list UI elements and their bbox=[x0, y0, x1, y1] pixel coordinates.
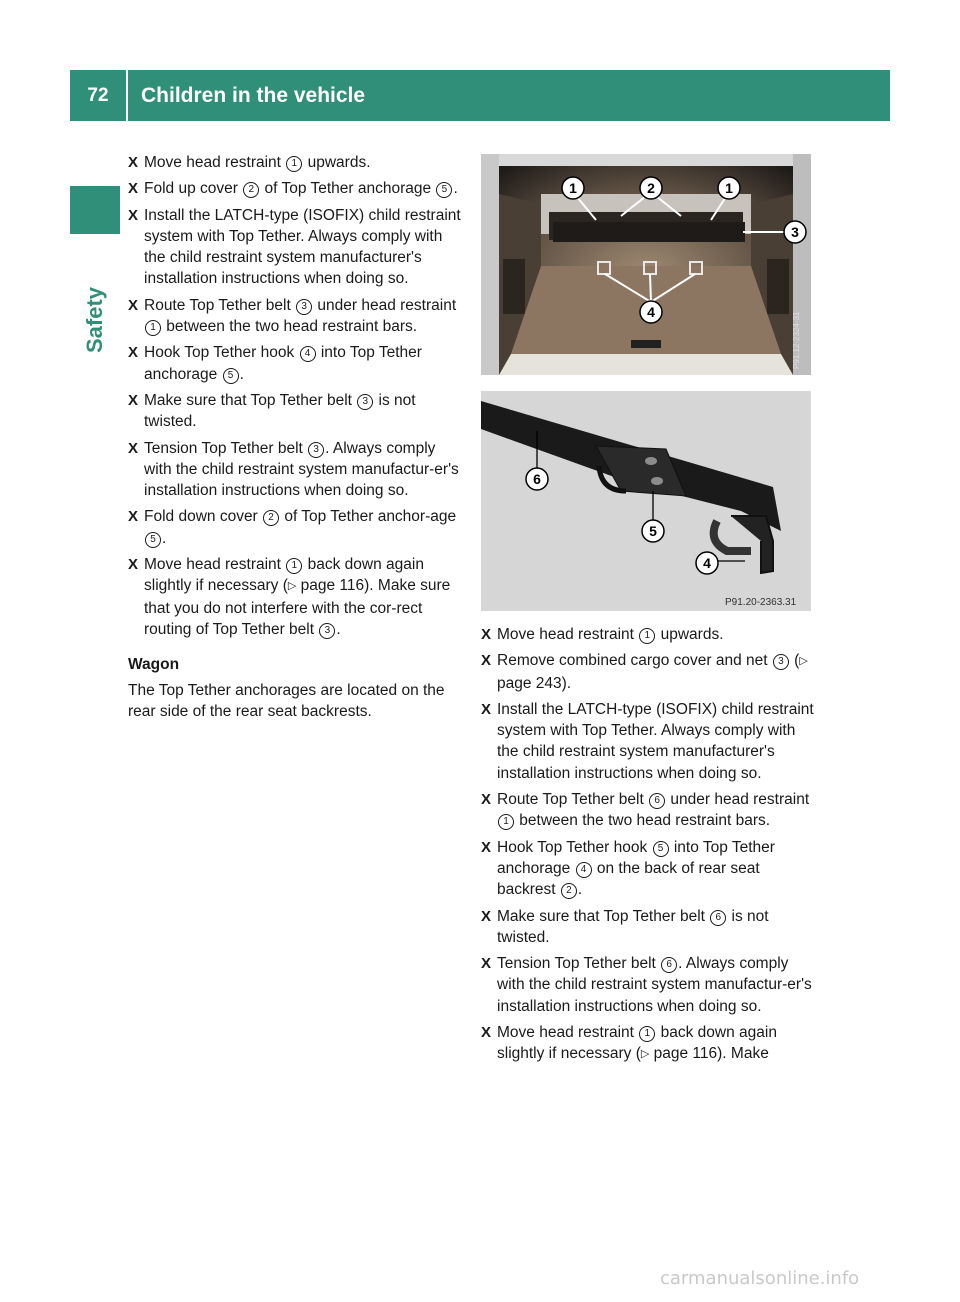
step-text: upwards. bbox=[656, 626, 724, 643]
step-text: is not twisted. bbox=[497, 907, 769, 946]
section-title: Children in the vehicle bbox=[141, 83, 366, 107]
tether-hook-figure bbox=[481, 391, 811, 611]
step-text: page 243). bbox=[497, 674, 572, 692]
step-text: . bbox=[162, 529, 167, 547]
step-item bbox=[481, 699, 815, 784]
step-marker-icon: X bbox=[128, 296, 139, 314]
callout-ref: 6 bbox=[661, 957, 677, 973]
callout-2 bbox=[640, 177, 662, 199]
step-text: is not twisted. bbox=[144, 391, 416, 431]
page-ref-arrow-icon: ▷ bbox=[287, 580, 297, 593]
callout-ref: 5 bbox=[436, 182, 452, 198]
step-item bbox=[128, 390, 462, 433]
step-text: Move head restraint bbox=[144, 556, 286, 574]
step-item bbox=[128, 152, 462, 173]
step-item bbox=[128, 438, 462, 502]
step-marker-icon: X bbox=[128, 508, 139, 526]
step-marker-icon: X bbox=[128, 344, 139, 362]
left-column bbox=[128, 152, 462, 722]
callout-1-left bbox=[562, 177, 584, 199]
watermark: carmanualsonline.info bbox=[660, 1268, 860, 1289]
step-text: between the two head restraint bars. bbox=[162, 318, 418, 336]
step-marker-icon: X bbox=[481, 626, 492, 643]
step-text: Hook Top Tether hook bbox=[497, 838, 652, 856]
wagon-subheading: Wagon bbox=[128, 656, 180, 674]
step-text: Remove combined cargo cover and net bbox=[497, 652, 772, 670]
step-marker-icon: X bbox=[128, 439, 139, 457]
right-step-list bbox=[481, 624, 815, 1066]
figure-code-2: P91.20-2363.31 bbox=[725, 597, 797, 608]
step-text: Install the LATCH-type (ISOFIX) child restraint system with Top Tether. Always comply with the child restraint system manufacturer's installation instructions when doing so. bbox=[497, 700, 814, 782]
right-column bbox=[481, 624, 815, 1071]
step-marker-icon: X bbox=[128, 206, 139, 224]
callout-4 bbox=[640, 301, 662, 323]
step-marker-icon: X bbox=[128, 180, 139, 198]
step-text: of Top Tether anchor-age bbox=[280, 508, 457, 526]
step-text: Fold down cover bbox=[144, 508, 263, 526]
step-text: back down again slightly if necessary ( bbox=[144, 556, 424, 595]
callout-ref: 3 bbox=[296, 299, 312, 315]
step-text: . Always comply with the child restraint system manufactur-er's installation instructions when doing so. bbox=[497, 955, 812, 1015]
callout-ref: 1 bbox=[639, 1026, 655, 1042]
header-divider bbox=[126, 70, 128, 121]
step-item bbox=[481, 1022, 815, 1066]
step-item bbox=[128, 205, 462, 290]
step-item bbox=[128, 295, 462, 338]
step-text: Install the LATCH-type (ISOFIX) child restraint system with Top Tether. Always comply with the child restraint system manufacturer's installation instructions when doing so. bbox=[144, 206, 461, 288]
step-text: Move head restraint bbox=[497, 626, 639, 643]
step-marker-icon: X bbox=[128, 556, 139, 574]
step-text: into Top Tether anchorage bbox=[497, 838, 775, 877]
step-text: Make sure that Top Tether belt bbox=[497, 907, 710, 925]
callout-ref: 2 bbox=[561, 883, 577, 899]
step-text: under head restraint bbox=[666, 791, 810, 809]
callout-ref: 1 bbox=[286, 156, 302, 172]
callout-5 bbox=[642, 520, 664, 542]
step-text: Move head restraint bbox=[144, 154, 286, 171]
callout-ref: 3 bbox=[319, 623, 335, 639]
step-item bbox=[128, 178, 462, 199]
step-item bbox=[481, 624, 815, 645]
step-marker-icon: X bbox=[481, 652, 492, 670]
callout-3 bbox=[784, 221, 806, 243]
cargo-area-figure bbox=[481, 154, 811, 375]
step-marker-icon: X bbox=[481, 838, 492, 856]
callout-ref: 1 bbox=[498, 814, 514, 830]
callout-4b bbox=[696, 552, 718, 574]
callout-ref: 4 bbox=[576, 862, 592, 878]
svg-text:3: 3 bbox=[791, 224, 799, 240]
side-tab-marker bbox=[70, 186, 120, 234]
step-text: . bbox=[239, 365, 244, 383]
callout-ref: 3 bbox=[357, 394, 373, 410]
callout-ref: 1 bbox=[145, 320, 161, 336]
step-marker-icon: X bbox=[128, 391, 139, 409]
callout-ref: 4 bbox=[300, 346, 316, 362]
callout-ref: 6 bbox=[710, 910, 726, 926]
step-text: . bbox=[336, 620, 341, 638]
step-text: Tension Top Tether belt bbox=[144, 439, 308, 457]
step-text: back down again slightly if necessary ( bbox=[497, 1024, 777, 1063]
step-text: Route Top Tether belt bbox=[497, 791, 649, 809]
step-item bbox=[481, 650, 815, 694]
svg-text:1: 1 bbox=[569, 180, 577, 196]
step-text: . bbox=[577, 881, 583, 899]
svg-text:1: 1 bbox=[725, 180, 733, 196]
step-item bbox=[128, 554, 462, 640]
figure-code: P91.12-2324-31 bbox=[792, 311, 801, 369]
step-text: Move head restraint bbox=[497, 1024, 639, 1042]
step-text: Route Top Tether belt bbox=[144, 296, 296, 314]
step-marker-icon: X bbox=[128, 154, 139, 171]
callout-ref: 1 bbox=[286, 558, 302, 574]
step-text: on the back of rear seat backrest bbox=[497, 859, 760, 899]
left-step-list bbox=[128, 152, 462, 640]
step-text: upwards. bbox=[303, 154, 371, 171]
svg-text:6: 6 bbox=[533, 471, 541, 487]
step-text: Tension Top Tether belt bbox=[497, 955, 661, 973]
callout-ref: 5 bbox=[145, 532, 161, 548]
step-text: ( bbox=[789, 652, 800, 670]
page-ref-arrow-icon: ▷ bbox=[799, 655, 808, 668]
step-item bbox=[128, 342, 462, 385]
step-text: of Top Tether anchorage bbox=[260, 180, 436, 198]
callout-ref: 5 bbox=[223, 368, 239, 384]
callout-ref: 6 bbox=[649, 793, 665, 809]
callout-6 bbox=[526, 468, 548, 490]
step-text: between the two head restraint bars. bbox=[515, 812, 771, 830]
step-item bbox=[128, 506, 462, 549]
step-item bbox=[481, 906, 815, 949]
callout-ref: 1 bbox=[639, 628, 655, 644]
callout-ref: 2 bbox=[263, 510, 279, 526]
wagon-paragraph: The Top Tether anchorages are located on the rear side of the rear seat backrests. bbox=[128, 681, 445, 720]
callout-ref: 3 bbox=[308, 442, 324, 458]
callout-ref: 3 bbox=[773, 654, 789, 670]
step-text: . bbox=[453, 180, 458, 198]
step-text: under head restraint bbox=[313, 296, 457, 314]
svg-text:5: 5 bbox=[649, 523, 657, 539]
step-item bbox=[481, 789, 815, 832]
step-text: . Always comply with the child restraint system manufactur-er's installation instructions when doing so. bbox=[144, 439, 459, 500]
step-text: Fold up cover bbox=[144, 180, 243, 198]
callout-ref: 2 bbox=[243, 182, 259, 198]
step-item bbox=[481, 837, 815, 901]
step-marker-icon: X bbox=[481, 791, 492, 809]
step-marker-icon: X bbox=[481, 955, 492, 973]
step-marker-icon: X bbox=[481, 907, 492, 925]
step-text: Make sure that Top Tether belt bbox=[144, 391, 357, 409]
page-number: 72 bbox=[87, 84, 109, 106]
svg-text:2: 2 bbox=[647, 180, 655, 196]
page-ref-arrow-icon: ▷ bbox=[640, 1048, 650, 1061]
svg-text:4: 4 bbox=[647, 304, 655, 320]
step-marker-icon: X bbox=[481, 700, 492, 718]
svg-text:4: 4 bbox=[703, 555, 711, 571]
step-text: page 116). Make bbox=[649, 1045, 769, 1063]
step-marker-icon: X bbox=[481, 1024, 492, 1042]
step-text: page 116). Make sure that you do not interfere with the cor-rect routing of Top Tether belt bbox=[144, 577, 451, 638]
step-text: into Top Tether anchorage bbox=[144, 344, 422, 383]
callout-1-right bbox=[718, 177, 740, 199]
step-text: Hook Top Tether hook bbox=[144, 344, 299, 362]
step-item bbox=[481, 953, 815, 1017]
callout-ref: 5 bbox=[653, 841, 669, 857]
